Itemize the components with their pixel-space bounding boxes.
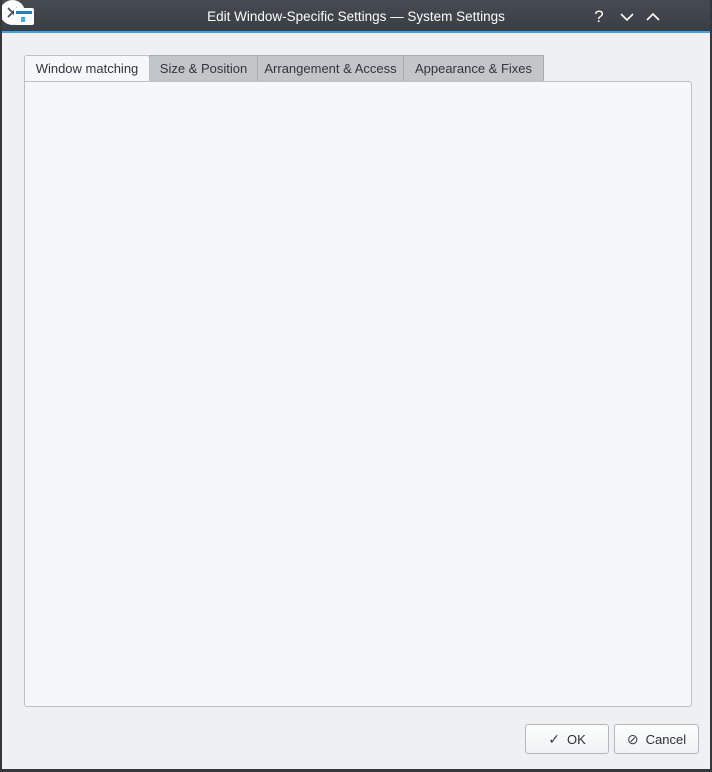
cancel-button[interactable]: ⊘ Cancel <box>614 724 699 754</box>
minimize-button[interactable] <box>616 0 638 33</box>
tab-page-window-matching <box>24 81 692 707</box>
titlebar[interactable] <box>0 0 712 33</box>
help-button[interactable] <box>588 0 610 33</box>
ok-button[interactable]: ✓ OK <box>525 724 609 754</box>
help-icon: ? <box>594 6 604 26</box>
tab-window-matching[interactable]: Window matching <box>24 55 150 81</box>
maximize-button[interactable] <box>642 0 664 33</box>
window-title: Edit Window-Specific Settings — System Settings <box>207 9 505 24</box>
tab-arrangement-access[interactable]: Arrangement & Access <box>257 55 404 81</box>
cancel-icon: ⊘ <box>626 730 639 747</box>
chevron-down-icon <box>620 12 634 21</box>
chevron-up-icon <box>646 12 660 21</box>
tab-bar <box>24 55 543 81</box>
tab-appearance-fixes[interactable]: Appearance & Fixes <box>403 55 544 81</box>
tab-size-position[interactable]: Size & Position <box>149 55 258 81</box>
check-icon: ✓ <box>548 730 560 747</box>
